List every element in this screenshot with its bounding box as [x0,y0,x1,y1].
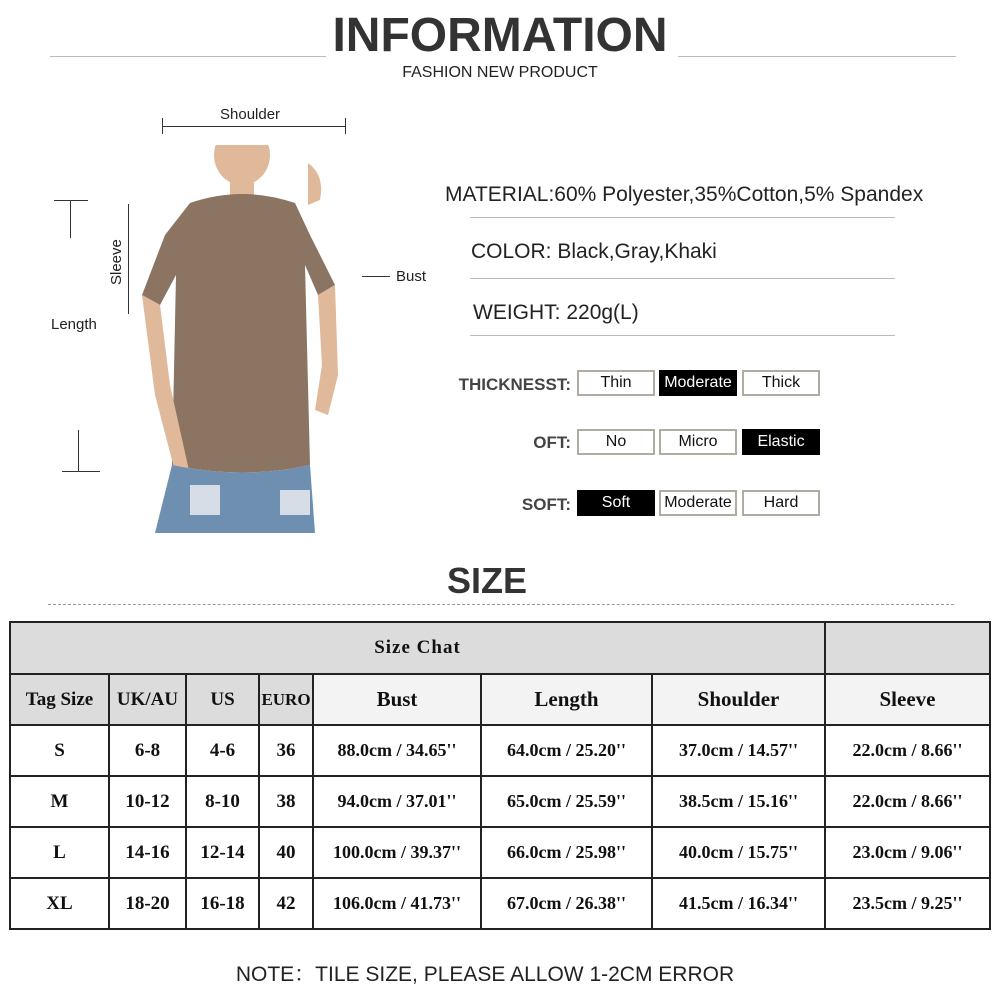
soft-hard: Hard [742,490,820,516]
table-cell: S [10,725,109,776]
table-cell: 37.0cm / 14.57'' [652,725,825,776]
table-cell: 16-18 [186,878,259,929]
thickness-moderate: Moderate [659,370,737,396]
table-cell: 14-16 [109,827,186,878]
soft-soft: Soft [577,490,655,516]
divider [48,604,954,605]
table-cell: XL [10,878,109,929]
size-table [9,621,991,930]
table-cell: 10-12 [109,776,186,827]
table-cell: 38 [259,776,313,827]
shoulder-label: Shoulder [214,106,286,123]
size-heading: SIZE [446,560,527,601]
table-cell: 42 [259,878,313,929]
table-row [10,827,990,878]
size-table-title: Size Chat [10,622,825,674]
col-header: US [186,674,259,725]
table-cell: 88.0cm / 34.65'' [313,725,481,776]
table-cell: 100.0cm / 39.37'' [313,827,481,878]
table-cell: 22.0cm / 8.66'' [825,725,990,776]
table-cell: 66.0cm / 25.98'' [481,827,652,878]
table-cell: 65.0cm / 25.59'' [481,776,652,827]
length-label: Length [51,316,97,333]
model-photo [130,145,360,535]
thickness-thick: Thick [742,370,820,396]
table-cell: 18-20 [109,878,186,929]
bust-label: Bust [396,268,427,285]
table-cell: 8-10 [186,776,259,827]
table-cell: 40.0cm / 15.75'' [652,827,825,878]
shoulder-line [162,126,346,127]
soft-label: SOFT: [521,495,571,514]
col-header: Length [481,674,652,725]
table-cell: M [10,776,109,827]
color-spec: COLOR: Black,Gray,Khaki [471,240,717,263]
soft-moderate: Moderate [659,490,737,516]
thickness-thin: Thin [577,370,655,396]
stretch-elastic: Elastic [742,429,820,455]
col-header: Bust [313,674,481,725]
table-row [10,878,990,929]
table-row [10,776,990,827]
table-cell: 6-8 [109,725,186,776]
col-header: UK/AU [109,674,186,725]
weight-spec: WEIGHT: 220g(L) [473,301,639,324]
table-cell: 38.5cm / 15.16'' [652,776,825,827]
material-spec: MATERIAL:60% Polyester,35%Cotton,5% Spandex [445,183,924,206]
table-cell: 40 [259,827,313,878]
col-header: Sleeve [825,674,990,725]
table-header-row [10,674,990,725]
col-header: Shoulder [652,674,825,725]
table-cell: 106.0cm / 41.73'' [313,878,481,929]
table-cell: 22.0cm / 8.66'' [825,776,990,827]
table-cell: 23.5cm / 9.25'' [825,878,990,929]
table-cell: 94.0cm / 37.01'' [313,776,481,827]
thickness-label: THICKNESST: [458,375,571,394]
table-cell: 12-14 [186,827,259,878]
stretch-no: No [577,429,655,455]
table-row [10,725,990,776]
subtitle: FASHION NEW PRODUCT [402,64,598,81]
col-header: Tag Size [10,674,109,725]
table-cell: 64.0cm / 25.20'' [481,725,652,776]
page-title: INFORMATION [0,8,1000,63]
table-cell: 41.5cm / 16.34'' [652,878,825,929]
stretch-label: OFT: [533,433,571,452]
note: NOTE：TILE SIZE, PLEASE ALLOW 1-2CM ERROR [235,963,735,986]
sleeve-label: Sleeve [108,239,125,285]
stretch-micro: Micro [659,429,737,455]
table-cell: L [10,827,109,878]
table-cell: 4-6 [186,725,259,776]
table-cell: 67.0cm / 26.38'' [481,878,652,929]
col-header: EURO [259,674,313,725]
table-cell: 23.0cm / 9.06'' [825,827,990,878]
table-cell: 36 [259,725,313,776]
